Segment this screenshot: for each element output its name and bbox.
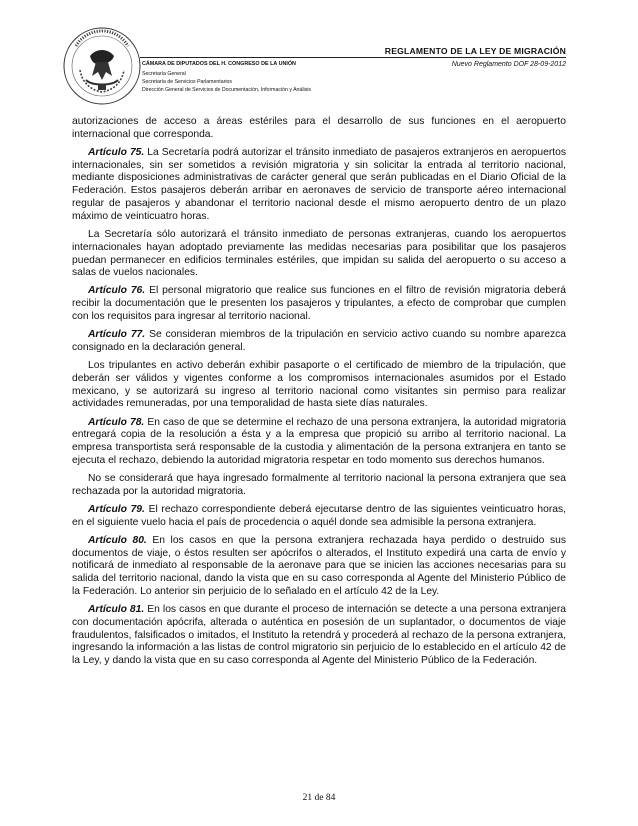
- article-81: [72, 604, 566, 668]
- paragraph-text: autorizaciones de acceso a áreas estériles para el desarrollo de sus funciones en el aeropuerto internacional que corresponda.: [72, 116, 566, 140]
- header-subheading: Secretaría de Servicios Parlamentarios: [142, 79, 232, 85]
- article-heading: Artículo 77.: [88, 329, 146, 341]
- paragraph-text: La Secretaría sólo autorizará el tránsito inmediato de personas extranjeras, cuando los aeropuertos internacionales hayan adoptado previamente las medidas necesarias para posibilitar que los pasajeros puedan permanecer en edificios terminales estériles, que impidan su salida del aeropuerto o su acceso a salas de vuelos nacionales.: [72, 228, 566, 279]
- paragraph-text: Se consideran miembros de la tripulación en servicio activo cuando su nombre aparezca consignado en la declaración general.: [72, 329, 566, 353]
- document-title: REGLAMENTO DE LA LEY DE MIGRACIÓN: [384, 46, 566, 56]
- mexican-coat-of-arms-seal-icon: [62, 26, 142, 106]
- article-heading: Artículo 75.: [88, 146, 145, 158]
- paragraph-text: Los tripulantes en activo deberán exhibir pasaporte o el certificado de miembro de la tripulación, que deberán ser válidos y vigentes conforme a los compromisos internacionales asumidos por el Estado mexicano, y se autorizará su ingreso al territorio nacional como visitantes sin permiso para realizar actividades remuneradas, por una temporalidad de hasta siete días naturales.: [72, 360, 566, 410]
- article-75: [72, 147, 566, 224]
- paragraph-text: El personal migratorio que realice sus funciones en el filtro de revisión migratoria deberá recibir la documentación que le presenten los pasajeros y tripulantes, a efecto de comprobar que cumplen con los requisitos para ingresar al territorio nacional.: [72, 285, 566, 323]
- paragraph: [72, 360, 566, 411]
- paragraph-text: El rechazo correspondiente deberá ejecutarse dentro de las siguientes veinticuatro horas, en el siguiente vuelo hacia el país de procedencia o aquél donde sea admisible la persona extranjera.: [72, 503, 567, 528]
- article-79: [72, 504, 566, 530]
- article-heading: Artículo 76.: [88, 285, 146, 297]
- article-80: [72, 535, 566, 599]
- paragraph: [72, 473, 566, 499]
- paragraph-text: La Secretaría podrá autorizar el tránsito inmediato de pasajeros extranjeros en aeropuertos internacionales, sin ser sometidos a revisión migratoria y sin solicitar la entrada al territorio nacional, mediante disposiciones administrativas de carácter general que serán publicadas en el Diario Oficial de la Federación. Estos pasajeros deberán arribar en aeronaves de servicio de transporte aéreo internacional regular de pasajeros y abandonar el territorio nacional desde el mismo aeropuerto dentro de un plazo máximo de veinticuatro horas.: [72, 146, 566, 222]
- document-body: [72, 116, 566, 673]
- header-subheading: Dirección General de Servicios de Documentación, Información y Análisis: [142, 87, 311, 93]
- page-header: [0, 0, 638, 110]
- header-subheading: Secretaría General: [142, 71, 186, 77]
- article-76: [72, 285, 566, 323]
- header-rule: [140, 57, 566, 58]
- paragraph: [72, 229, 566, 280]
- article-heading: Artículo 81.: [88, 604, 145, 616]
- article-77: [72, 329, 566, 355]
- paragraph-text: En los casos en que durante el proceso de internación se detecte a una persona extranjera con documentación apócrifa, alterada o auténtica en posesión de un suplantador, o documentos de viaje fraudulentos, falsificados o imitados, el Instituto la retendrá y procederá al rechazo de la persona extranjera, ingresando la información a las listas de control migratorio sin perjuicio de lo establecido en el artículo 42 de la Ley, y dando la vista que en su caso corresponda al Agente del Ministerio Público de la Federación.: [72, 604, 567, 667]
- chamber-name: CÁMARA DE DIPUTADOS DEL H. CONGRESO DE LA UNIÓN: [142, 61, 296, 67]
- document-reference: Nuevo Reglamento DOF 28-09-2012: [451, 61, 566, 68]
- page-number: 21 de 84: [302, 793, 336, 803]
- article-heading: Artículo 80.: [88, 534, 147, 546]
- article-78: [72, 417, 566, 468]
- paragraph-text: En caso de que se determine el rechazo de una persona extranjera, la autoridad migratoria entregará copia de la resolución a ésta y a la empresa que propició su arribo al territorio nacional. La empresa transportista será responsable de la custodia y alimentación de la persona extranjera en tanto se ejecuta el rechazo, debiendo la autoridad migratoria respetar en todo momento sus derechos humanos.: [72, 416, 566, 466]
- paragraph-text: No se considerará que haya ingresado formalmente al territorio nacional la persona extranjera que sea rechazada por la autoridad migratoria.: [72, 473, 566, 497]
- article-heading: Artículo 79.: [88, 503, 145, 515]
- paragraph-text: En los casos en que la persona extranjera rechazada haya perdido o destruido sus documentos de viaje, o éstos resulten ser apócrifos o alterados, el Instituto expedirá una carta de envío y notificará de inmediato al responsable de la aeronave para que se inicien las acciones necesarias para su salida del territorio nacional, dando la vista que en su caso corresponda al Agente del Ministerio Público de la Federación. Lo anterior sin perjuicio de lo señalado en el artículo 42 de la Ley.: [72, 534, 566, 597]
- paragraph: [72, 116, 566, 142]
- article-heading: Artículo 78.: [88, 416, 145, 428]
